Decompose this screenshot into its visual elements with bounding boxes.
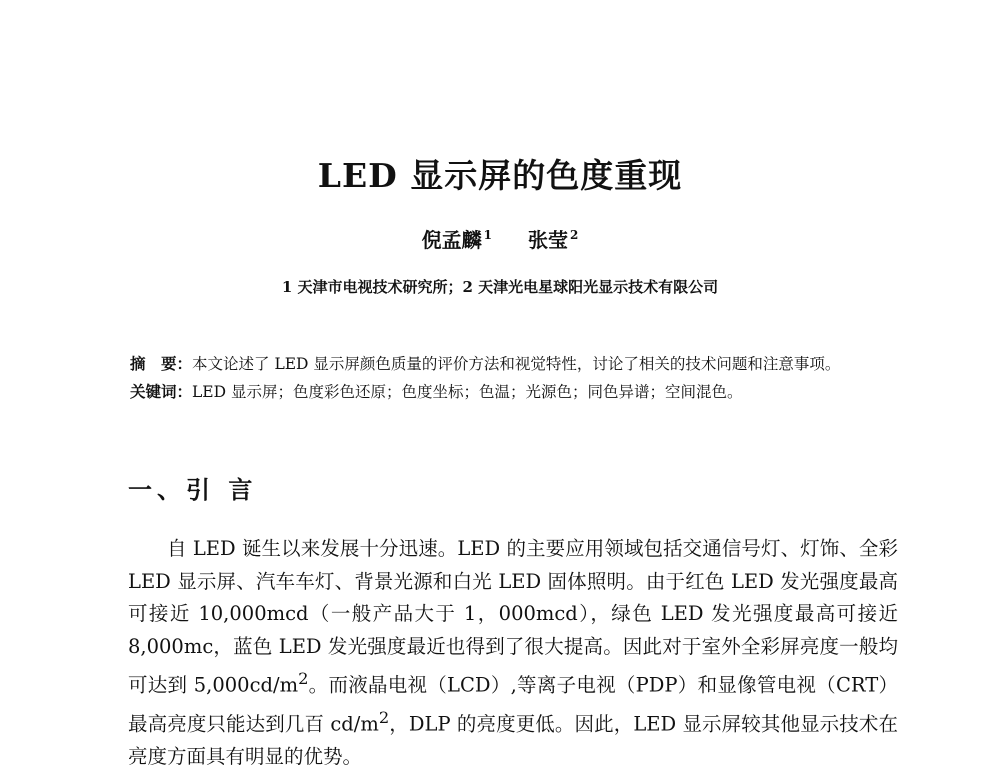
abstract-label: 摘 要：	[130, 354, 193, 373]
paragraph-text: 自 LED 诞生以来发展十分迅速。LED 的主要应用领域包括交通信号灯、灯饰、全彩 LED 显示屏、汽车车灯、背景光源和白光 LED 固体照明。由于红色 LED 发光强度最高可接近 10,000mcd（一般产品大于 1，000mcd），绿色 LED 发光强度最高可接近 8,000mc，蓝色 LED 发光强度最近也得到了很大提高。因此对于室外全彩屏亮度一般均可达到 5,000cd/m	[128, 537, 898, 697]
keywords	[130, 378, 900, 406]
affiliation-mark: 2	[569, 228, 579, 242]
paragraph-text: 。而液晶电视（LCD）,等离子电视（PDP）和显像管电视（CRT）最高亮度只能达到几百 cd/m	[128, 673, 898, 736]
paper-title: LED 显示屏的色度重现	[317, 156, 683, 195]
author-name: 张莹	[527, 228, 568, 252]
section-heading: 一、引 言	[128, 476, 258, 504]
keywords-label: 关键词：	[130, 382, 193, 401]
paragraph-text: ，DLP 的亮度更低。因此，LED 显示屏较其他显示技术在亮度方面具有明显的优势。	[128, 712, 899, 768]
abstract	[130, 350, 900, 378]
affiliation-line: 1 天津市电视技术研究所；2 天津光电星球阳光显示技术有限公司	[281, 278, 719, 296]
superscript: 2	[378, 708, 390, 727]
keywords-text: LED 显示屏；色度彩色还原；色度坐标；色温；光源色；同色异谱；空间混色。	[192, 383, 743, 401]
body-text	[128, 533, 898, 774]
author-line	[0, 224, 1000, 253]
affiliation-mark: 1	[483, 228, 493, 242]
abstract-block	[130, 350, 900, 406]
paragraph	[128, 533, 898, 774]
superscript: 2	[298, 669, 309, 688]
abstract-text: 本文论述了 LED 显示屏颜色质量的评价方法和视觉特性，讨论了相关的技术问题和注意事项。	[192, 355, 841, 373]
author-name: 倪孟麟	[421, 228, 482, 252]
